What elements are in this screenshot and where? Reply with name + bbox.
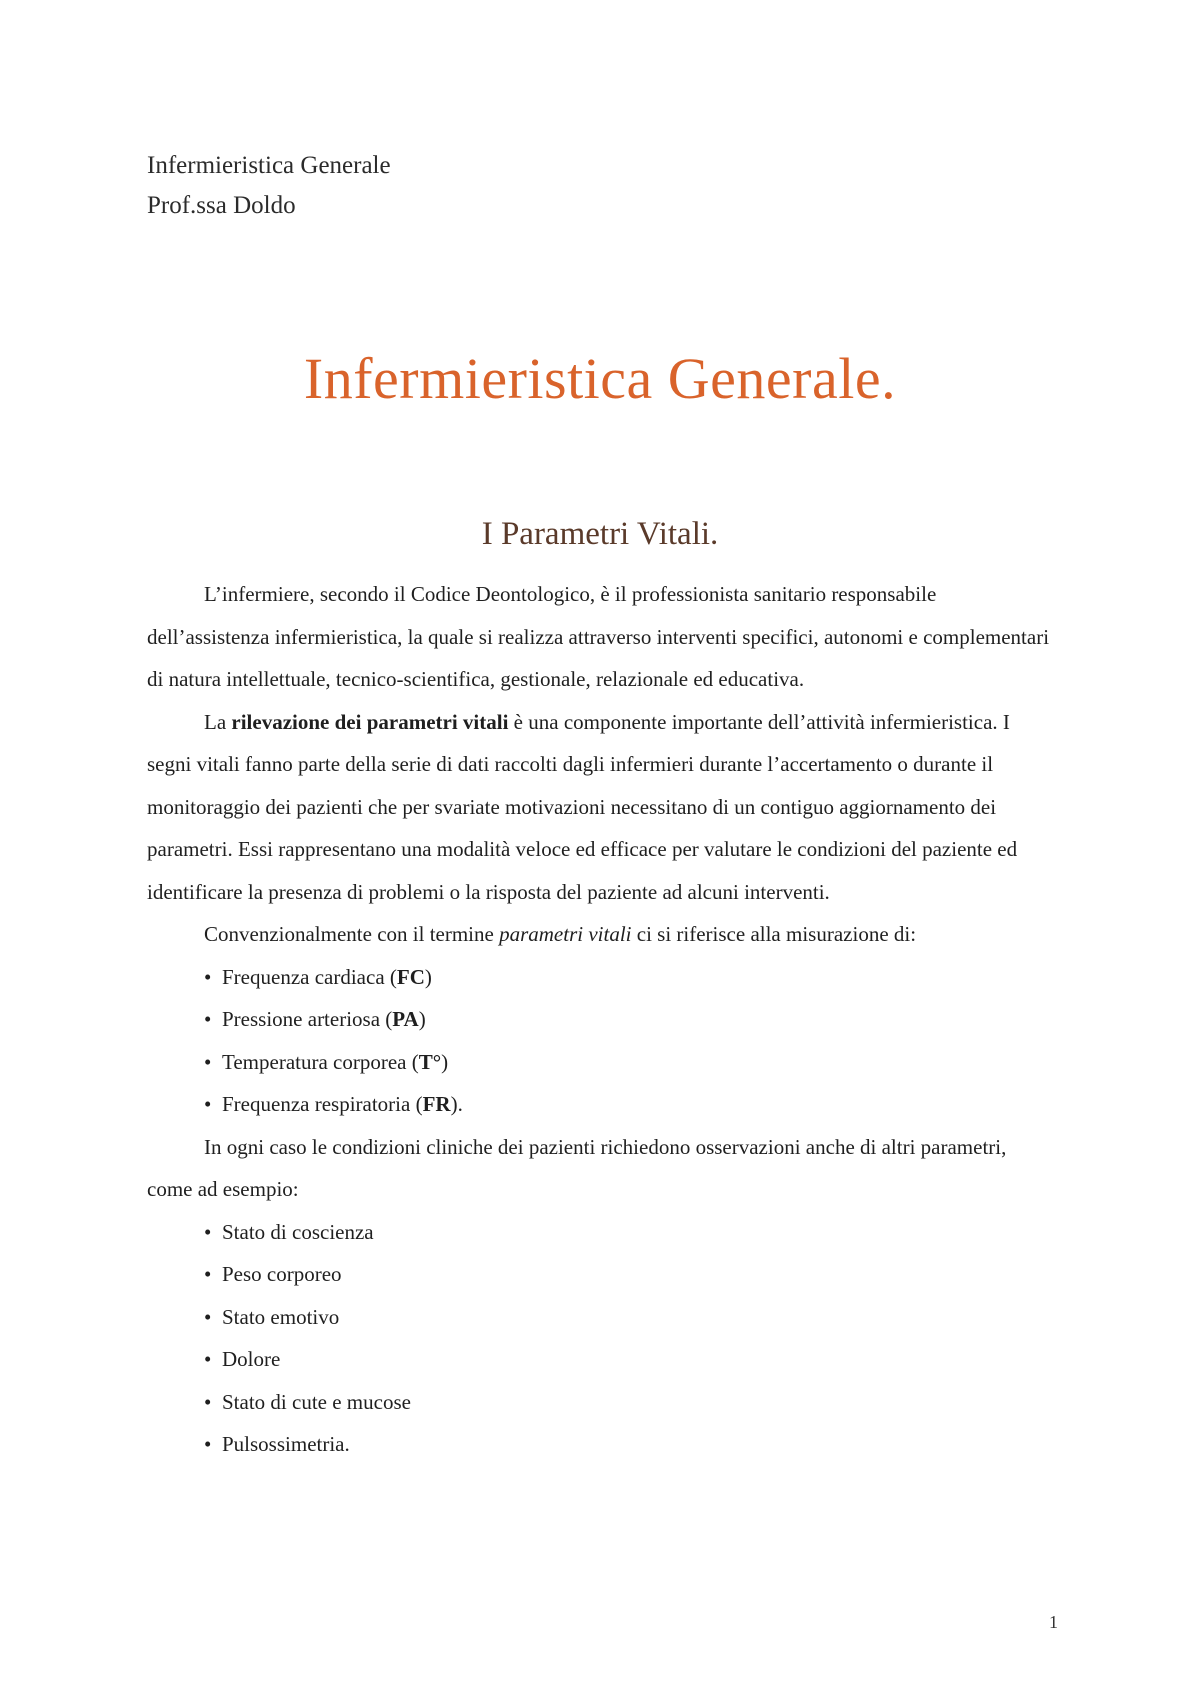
paragraph-text: ci si riferisce alla misurazione di: [631, 922, 917, 946]
list-item-text: Frequenza respiratoria ( [222, 1092, 423, 1116]
list-item [147, 1211, 1057, 1254]
bullet-icon: • [204, 1389, 212, 1414]
list-item-text: Temperatura corporea ( [222, 1049, 419, 1074]
list-item-abbr: FC [396, 964, 425, 989]
italic-term: parametri vitali [499, 922, 632, 946]
list-item-text: Stato di coscienza [222, 1219, 374, 1244]
list-item-text: Pulsossimetria. [222, 1432, 350, 1456]
bullet-icon: • [204, 1262, 212, 1286]
paragraph-other-params: In ogni caso le condizioni cliniche dei pazienti richiedono osservazioni anche di altri parametri, come ad esempio: [147, 1134, 1007, 1201]
bullet-icon: • [204, 1347, 212, 1371]
header-course-name: Infermieristica Generale [147, 152, 391, 179]
paragraph-text: La [204, 709, 232, 734]
list-item-end: ) [424, 964, 432, 989]
page-number: 1 [1049, 1612, 1058, 1632]
list-item-end: ). [450, 1092, 463, 1116]
list-item-text: Stato emotivo [222, 1304, 340, 1329]
paragraph-text: è una componente importante dell’attività infermieristica. I segni vitali fanno parte della serie di dati raccolti dagli infermieri durante l’accertamento o durante il monitoraggio dei pazienti che per svariate motivazioni necessitano di un contiguo aggiornamento dei parametri. Essi rappresentano una modalità veloce ed efficace per valutare le condizioni del paziente ed identificare la presenza di problemi o la risposta del paziente ad alcuni interventi. [147, 709, 1018, 904]
list-item-text: Frequenza cardiaca ( [222, 964, 397, 989]
list-item [147, 1381, 1057, 1424]
document-title: Infermieristica Generale. [303, 346, 897, 411]
list-item [147, 1423, 1057, 1466]
list-item-text: Peso corporeo [222, 1262, 342, 1286]
bullet-icon: • [204, 1219, 212, 1244]
bullet-icon: • [204, 1007, 212, 1031]
list-item-abbr: PA [392, 1007, 419, 1031]
bold-term: rilevazione dei parametri vitali [231, 709, 509, 734]
paragraph-intro: L’infermiere, secondo il Codice Deontologico, è il professionista sanitario responsabile dell’assistenza infermieristica, la quale si realizza attraverso interventi specifici, autonomi e complementari di natura intellettuale, tecnico-scientifica, gestionale, relazionale ed educativa. [147, 582, 1050, 691]
bullet-icon: • [204, 1092, 212, 1116]
list-item [147, 1041, 1057, 1084]
paragraph-vital-signs [147, 701, 1057, 914]
document-body [147, 573, 1057, 1466]
paragraph-text: Convenzionalmente con il termine [204, 922, 500, 946]
list-item [147, 956, 1057, 999]
bullet-icon: • [204, 1432, 212, 1456]
bullet-icon: • [204, 1304, 212, 1329]
list-item [147, 1253, 1057, 1296]
list-item-end: ) [418, 1007, 426, 1031]
header-professor: Prof.ssa Doldo [147, 192, 296, 219]
list-item-abbr: T° [418, 1049, 442, 1074]
other-params-list [147, 1211, 1057, 1466]
list-item [147, 998, 1057, 1041]
document-header [147, 146, 391, 226]
list-item-text: Stato di cute e mucose [222, 1389, 411, 1414]
list-item-end: ) [441, 1049, 449, 1074]
vital-signs-list [147, 956, 1057, 1126]
list-item-text: Pressione arteriosa ( [222, 1007, 393, 1031]
paragraph-definition [147, 913, 1057, 956]
section-title: I Parametri Vitali. [481, 516, 719, 552]
list-item [147, 1296, 1057, 1339]
bullet-icon: • [204, 1049, 212, 1074]
list-item [147, 1083, 1057, 1126]
list-item-text: Dolore [222, 1347, 281, 1371]
bullet-icon: • [204, 964, 212, 989]
list-item [147, 1338, 1057, 1381]
list-item-abbr: FR [422, 1092, 451, 1116]
